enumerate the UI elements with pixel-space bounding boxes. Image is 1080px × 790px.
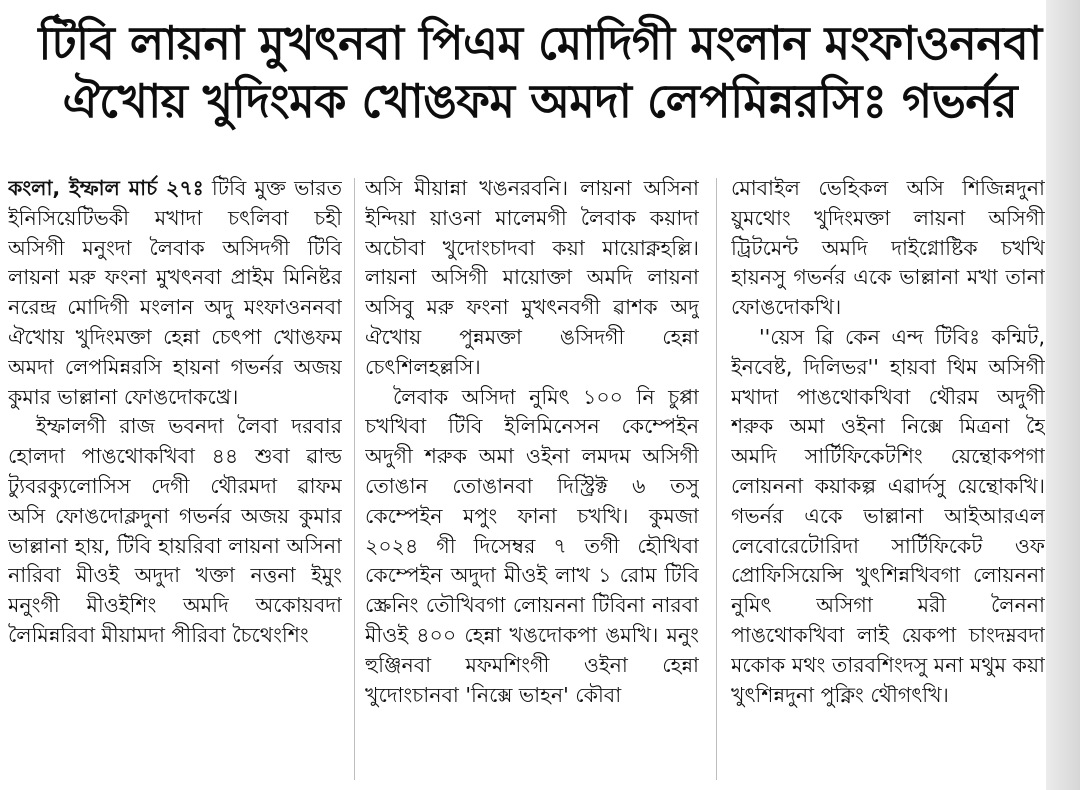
column-divider <box>354 178 355 780</box>
paragraph: মোবাইল ভেহিকল অসি শিজিন্নদুনা য়ুমথোং খুদিংমক্তা লায়না অসিগী ট্রিটমেন্ট অমদি দাইগ্নোষ্টিক চখখি হায়নসু গভর্নর একে ভাল্লানা মখা তানা ফোঙদোকখি। <box>731 176 1045 320</box>
paragraph-text: টিবি মুক্ত ভারত ইনিসিয়েটিভকী মখাদা চৎলিবা চহী অসিগী মনুংদা লৈবাক অসিদগী টিবি লায়না মরু ফংনা মুখৎনবা প্রাইম মিনিষ্টর নরেন্দ্র মোদিগী মংলান অদু মংফাওননবা ঐখোয় খুদিংমক্তা হেন্না চেৎপা খোঙফম অমদা লেপমিন্নরসি হায়না গভর্নর অজয় কুমার ভাল্লানা ফোঙদোকখ্রে। <box>8 176 342 409</box>
article-column-3 <box>731 174 1045 784</box>
headline-line-1: টিবি লায়না মুখৎনবা পিএম মোদিগী মংলান মংফাওননবা <box>38 16 1042 70</box>
dateline: কংলা, ইম্ফাল মার্চ ২৭ঃ <box>8 176 204 200</box>
headline <box>0 14 1080 130</box>
article-column-2 <box>365 174 699 784</box>
paragraph <box>8 174 342 412</box>
page-edge-shadow <box>1046 0 1080 790</box>
article-column-1 <box>8 174 342 784</box>
column-divider <box>716 178 717 780</box>
paragraph: লৈবাক অসিদা নুমিৎ ১০০ নি চুপ্পা চখখিবা টিবি ইলিমিনেসন কেম্পেইন অদুগী শরুক অমা ওইনা লমদম অসিগী তোঙান তোঙানবা দিস্ট্রিক্ট ৬ তসু কেম্পেইন মপুং ফানা চখখি। কুমজা ২০২৪ গী দিসেম্বর ৭ তগী হৌখিবা কেম্পেইন অদুদা মীওই লাখ ১ রোম টিবি স্ক্রেনিং তৌখিবগা লোয়ননা টিবিনা নারবা মীওই ৪০০ হেন্না খঙদোকপা ঙমখি। মনুং হুঞ্জিনবা মফমশিংগী ওইনা হেন্না খুদোংচানবা 'নিক্সে ভাহন' কৌবা <box>365 384 699 707</box>
paragraph: ''য়েস ৱি কেন এন্দ টিবিঃ কন্মিট, ইনবেষ্ট, দিলিভর'' হায়বা থিম অসিগী মখাদা পাঙথোকখিবা থৌরম অদুগী শরুক অমা ওইনা নিক্সে মিত্রনা হৈ অমদি সার্টিফিকেটশিং য়েন্থোকপগা লোয়ননা কয়াকল্প এৱার্দসু য়েন্থোকখি। গভর্নর একে ভাল্লানা আইআরএল লেবোরেটোরিদা সার্টিফিকেট ওফ প্রোফিসিয়েন্সি খুৎশিন্নখিবগা লোয়ননা নুমিৎ অসিগা মরী লৈননা পাঙথোকখিবা লাই য়েকপা চাংদম্নবদা মকোক মথং তারবশিংদসু মনা মথুম কয়া খুৎশিন্নদুনা পুক্নিং থৌগৎখি। <box>731 324 1045 707</box>
headline-line-2: ঐখোয় খুদিংমক খোঙফম অমদা লেপমিন্নরসিঃ গভর্নর <box>62 74 1018 128</box>
paragraph: অসি মীয়ান্না খঙনরবনি। লায়না অসিনা ইন্দিয়া য়াওনা মালেমগী লৈবাক কয়াদা অচৌবা খুদোংচাদবা কয়া মায়োক্নহল্লি। লায়না অসিগী মায়োক্তা অমদি লায়না অসিবু মরু ফংনা মুখৎনবগী ৱাশক অদু ঐখোয় পুন্নমক্তা ঙসিদগী হেন্না চেৎশিলহল্লসি। <box>365 176 699 379</box>
paragraph: ইম্ফালগী রাজ ভবনদা লৈবা দরবার হোলদা পাঙথোকখিবা ৪৪ শুবা ৱাল্ড ট্যুবরক্যুলোসিস দেগী থৌরমদা ৱাফম অসি ফোঙদোক্লদুনা গভর্নর অজয় কুমার ভাল্লানা হায়, টিবি হায়রিবা লায়না অসিনা নারিবা মীওই অদুদা খক্তা নত্তনা ইমুং মনুংগী মীওইশিং অমদি অকোয়বদা লৈমিন্নরিবা মীয়ামদা পীরিবা চৈথেংশিং <box>8 414 342 647</box>
